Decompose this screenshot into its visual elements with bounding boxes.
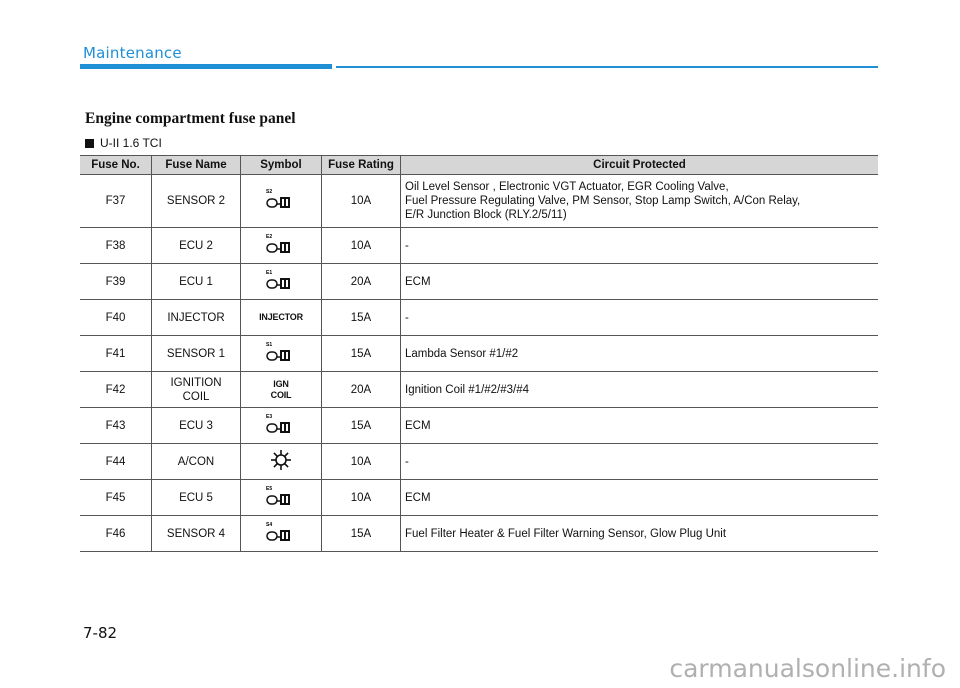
svg-text:S1: S1 xyxy=(266,341,273,348)
svg-text:S2: S2 xyxy=(266,189,273,195)
fuse-name-cell: INJECTOR xyxy=(152,300,241,336)
fuse-no-cell: F40 xyxy=(80,300,152,336)
symbol-text: IGN COIL xyxy=(270,378,292,400)
circuit-protected-cell: - xyxy=(401,444,879,480)
fuse-table xyxy=(80,155,878,552)
table-row xyxy=(80,264,878,300)
fuse-no-cell: F43 xyxy=(80,408,152,444)
circuit-protected-cell: Oil Level Sensor , Electronic VGT Actuator, EGR Cooling Valve, Fuel Pressure Regulating Valve, PM Sensor, Stop Lamp Switch, A/Con Relay, E/R Junction Block (RLY.2/5/11) xyxy=(401,175,879,228)
fuse-symbol-cell xyxy=(241,228,322,264)
watermark: carmanualsonline.info xyxy=(669,654,946,683)
circuit-protected-cell: ECM xyxy=(401,408,879,444)
table-row xyxy=(80,408,878,444)
fuse-symbol-cell xyxy=(241,444,322,480)
fuse-rating-cell: 15A xyxy=(322,300,401,336)
fuse-name-cell: SENSOR 1 xyxy=(152,336,241,372)
fuse-symbol-cell xyxy=(241,336,322,372)
svg-text:S4: S4 xyxy=(266,521,273,528)
fuse-rating-cell: 15A xyxy=(322,408,401,444)
fuse-no-cell: F42 xyxy=(80,372,152,408)
table-row xyxy=(80,336,878,372)
fuse-name-cell: SENSOR 4 xyxy=(152,516,241,552)
svg-text:E3: E3 xyxy=(266,413,273,420)
table-row xyxy=(80,300,878,336)
header-fuse-rating: Fuse Rating xyxy=(322,156,401,175)
sensor-icon xyxy=(251,184,311,214)
sensor-icon xyxy=(251,517,311,547)
table-row xyxy=(80,175,878,228)
fuse-rating-cell: 10A xyxy=(322,228,401,264)
ecu-icon xyxy=(251,409,311,439)
fuse-symbol-cell xyxy=(241,480,322,516)
header-fuse-name: Fuse Name xyxy=(152,156,241,175)
fuse-name-cell: ECU 1 xyxy=(152,264,241,300)
table-row xyxy=(80,444,878,480)
svg-text:E5: E5 xyxy=(266,485,273,492)
fuse-rating-cell: 10A xyxy=(322,444,401,480)
fuse-rating-cell: 20A xyxy=(322,264,401,300)
fuse-rating-cell: 15A xyxy=(322,336,401,372)
fuse-no-cell: F39 xyxy=(80,264,152,300)
section-label: Maintenance xyxy=(83,44,182,62)
header-symbol: Symbol xyxy=(241,156,322,175)
fuse-symbol-cell xyxy=(241,264,322,300)
fuse-rating-cell: 15A xyxy=(322,516,401,552)
circuit-protected-cell: Fuel Filter Heater & Fuel Filter Warning Sensor, Glow Plug Unit xyxy=(401,516,879,552)
fuse-name-cell: ECU 2 xyxy=(152,228,241,264)
fuse-no-cell: F41 xyxy=(80,336,152,372)
fuse-name-cell: A/CON xyxy=(152,444,241,480)
ecu-icon xyxy=(251,229,311,259)
table-row xyxy=(80,228,878,264)
svg-text:E1: E1 xyxy=(266,269,273,276)
fuse-symbol-cell xyxy=(241,372,322,408)
fuse-name-cell: ECU 3 xyxy=(152,408,241,444)
sensor-icon xyxy=(251,337,311,367)
header-bar-thick xyxy=(80,64,332,69)
fuse-symbol-cell xyxy=(241,408,322,444)
ecu-icon xyxy=(251,265,311,295)
ecu-icon xyxy=(251,481,311,511)
circuit-protected-cell: Lambda Sensor #1/#2 xyxy=(401,336,879,372)
circuit-protected-cell: - xyxy=(401,300,879,336)
fuse-no-cell: F46 xyxy=(80,516,152,552)
header-bar-thin xyxy=(336,66,878,68)
fuse-rating-cell: 10A xyxy=(322,480,401,516)
fuse-name-cell: ECU 5 xyxy=(152,480,241,516)
snowflake-icon xyxy=(270,462,292,474)
fuse-symbol-cell xyxy=(241,516,322,552)
fuse-rating-cell: 10A xyxy=(322,175,401,228)
svg-text:E2: E2 xyxy=(266,233,273,240)
header-fuse-no: Fuse No. xyxy=(80,156,152,175)
table-row xyxy=(80,480,878,516)
fuse-name-cell: IGNITION COIL xyxy=(152,372,241,408)
fuse-no-cell: F44 xyxy=(80,444,152,480)
fuse-no-cell: F45 xyxy=(80,480,152,516)
table-header-row xyxy=(80,156,878,175)
fuse-symbol-cell xyxy=(241,175,322,228)
fuse-name-cell: SENSOR 2 xyxy=(152,175,241,228)
page-title: Engine compartment fuse panel xyxy=(85,110,296,127)
engine-text: U-II 1.6 TCI xyxy=(100,136,162,150)
circuit-protected-cell: - xyxy=(401,228,879,264)
table-row xyxy=(80,516,878,552)
square-bullet-icon xyxy=(85,139,94,148)
circuit-protected-cell: ECM xyxy=(401,480,879,516)
engine-label xyxy=(85,136,162,150)
circuit-protected-cell: ECM xyxy=(401,264,879,300)
fuse-no-cell: F38 xyxy=(80,228,152,264)
page-number: 7-82 xyxy=(83,624,118,642)
header-circuit-protected: Circuit Protected xyxy=(401,156,879,175)
table-row xyxy=(80,372,878,408)
fuse-no-cell: F37 xyxy=(80,175,152,228)
fuse-symbol-cell xyxy=(241,300,322,336)
circuit-protected-cell: Ignition Coil #1/#2/#3/#4 xyxy=(401,372,879,408)
symbol-text: INJECTOR xyxy=(259,312,303,322)
fuse-rating-cell: 20A xyxy=(322,372,401,408)
